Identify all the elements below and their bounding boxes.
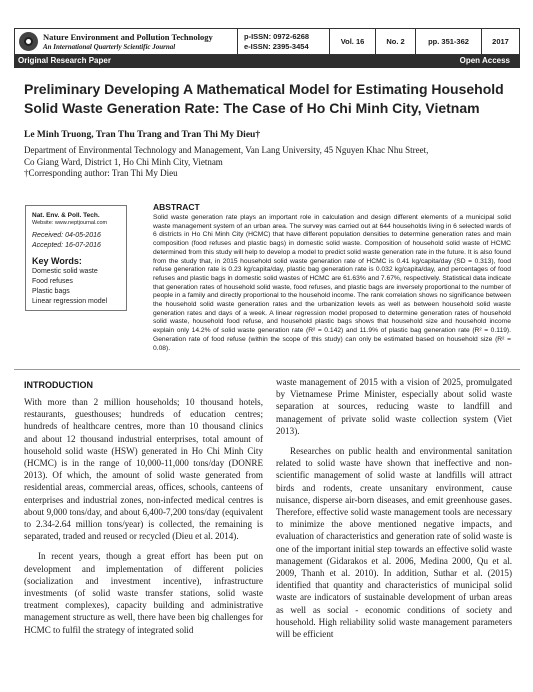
authors: Le Minh Truong, Tran Thu Trang and Tran Thi My Dieu† <box>24 130 261 140</box>
affiliation <box>24 145 514 180</box>
pissn: p-ISSN: 0972-6268 <box>244 31 310 41</box>
received-date: Received: 04-05-2016 <box>32 232 101 239</box>
journal-website: Website: www.neptjournal.com <box>32 220 108 226</box>
volume: Vol. 16 <box>329 29 375 54</box>
keyword: Linear regression model <box>32 298 108 305</box>
article-type-banner <box>14 55 520 68</box>
open-access-label: Open Access <box>459 56 510 65</box>
body-column-left <box>24 396 263 644</box>
article-title: Preliminary Developing A Mathematical Model for Estimating Household Solid Waste Generation Rate: The Case of Ho Chi Minh City, Vietnam <box>24 81 504 116</box>
article-type: Original Research Paper <box>18 56 111 65</box>
paragraph: With more than 2 million households; 10 thousand hotels, restaurants, guesthouses; hundreds of education centres; hundreds of healthcare centres, more than 10 thousand clinics and about 12 thousand industrial enterprises, total amount of household solid waste (HSW) generated in Ho Chi Minh City (HCMC) is in the range of 10,000-11,000 tons/day (DONRE 2013). Of which, the amount of solid waste generated from residential areas, commercial areas, offices, schools, canteens of enterprises and industrial zones, non-infected medical centres is about 9,000 tons/day, and about 6,400-7,200 tons/day (equivalent to 2.34-2.64 million tons/year) is collected, the remaining is separated, traded and reused or recycled (Dieu et al. 2014). <box>24 397 263 542</box>
body-column-right <box>276 376 512 648</box>
affiliation-line-1: Department of Environmental Technology and Management, Van Lang University, 45 Nguyen Khac Nhu Street, <box>24 145 429 155</box>
page-range: pp. 351-362 <box>415 29 481 54</box>
accepted-date: Accepted: 16-07-2016 <box>32 242 101 249</box>
abstract-text: Solid waste generation rate plays an important role in calculation and design different elements of a municipal solid waste management system of an urban area. The survey was carried out at 644 households living in 6 selected wards of 6 districts in Ho Chi Minh City (HCMC) that have different population densities to determine generation rates and main composition (food refuses and plastic bags) in domestic solid waste. Composition of household solid waste of HCMC determined from this study will help to develop a model to predict solid waste generation rate in the future. It is also found from the study that, in 2015 household solid waste generation rate of HCMC is 0.41 kg/capita/day (SD = 0.313), food refuse generation rate is 0.23 kg/capita/day, plastic bag generation rate is 0.032 kg/capita/day, and percentages of food refuses and plastic bags in domestic solid wastes of HCMC are 61.63% and 7.67%, respectively. Statistical data indicate that generation rates of household solid waste, food refuses, and plastic bags are inversely proportional to the number of people in a family and directly proportional to the household income. The rank correlation shows no significance between the household solid waste generation rates and the urbanization levels as well as between household solid waste generation rates and days of a week. A linear regression model proposed to determine generation rates of household solid waste, household food refuse, and household plastic bags shows that household size and household income explain only 14.2% of solid waste generation rate (R² = 0.142) and 11.9% of plastic bag generation rate (R² = 0.119). Generation rate of food refuse (within the scope of this study) can only be estimated based on household size (R² = 0.08). <box>153 214 511 352</box>
eissn: e-ISSN: 2395-3454 <box>244 41 309 51</box>
issue-number: No. 2 <box>375 29 415 54</box>
article-info-box <box>25 205 127 311</box>
paragraph: waste management of 2015 with a vision of 2025, promulgated by Vietnamese Prime Minister, especially about solid waste separation at sources, reducing waste to landfill and management of private solid waste collection system (Viet 2013). <box>276 377 512 436</box>
introduction-heading: INTRODUCTION <box>24 380 93 390</box>
year: 2017 <box>481 29 519 54</box>
journal-subtitle: An International Quarterly Scientific Journal <box>43 43 176 51</box>
keyword: Domestic solid waste <box>32 268 98 275</box>
corresponding-author: †Corresponding author: Tran Thi My Dieu <box>24 168 178 178</box>
affiliation-line-2: Co Giang Ward, District 1, Ho Chi Minh City, Vietnam <box>24 156 223 167</box>
abstract-heading: ABSTRACT <box>153 202 200 212</box>
issn-block <box>237 29 329 54</box>
keywords-heading: Key Words: <box>32 256 82 266</box>
paragraph: In recent years, though a great effort has been put on development and implementation of different policies (socialization and investment incentive), infrastructure investments (of solid waste transfer stations, solid waste treatment complexes), capacity building and administrative management structure as well, there have been big challenges for HCMC to fulfil the strategy of integrated solid <box>24 551 263 635</box>
journal-name: Nature Environment and Pollution Technology <box>43 32 213 42</box>
journal-abbrev: Nat. Env. & Poll. Tech. <box>32 212 100 219</box>
section-divider <box>14 369 520 370</box>
journal-logo-icon <box>19 32 38 51</box>
paragraph: Researches on public health and environmental sanitation related to solid waste have shown that ineffective and non-scientific management of solid waste at landfills will attract birds and rodents, create unsanitary environment, cause nuisance, disperse air-born diseases, and emit greenhouse gases. Therefore, effective solid waste management tools are necessary to minimize the above mentioned negative impacts, and evaluation of characteristics and generation rate of solid waste is one of the important initial step towards an effective solid waste management (Gidarakos et al. 2006, Medina 2000, Qu et al. 2009, Thanh et al. 2010). In addition, Suthar et al. (2015) identified that quantity and characteristics of municipal solid waste are indicators of sustainable development of urban areas as well as social - economic conditions of society and household. High reliability solid waste management parameters will be efficient <box>276 446 512 640</box>
keyword: Plastic bags <box>32 288 70 295</box>
keyword: Food refuses <box>32 278 73 285</box>
journal-header <box>14 28 520 55</box>
